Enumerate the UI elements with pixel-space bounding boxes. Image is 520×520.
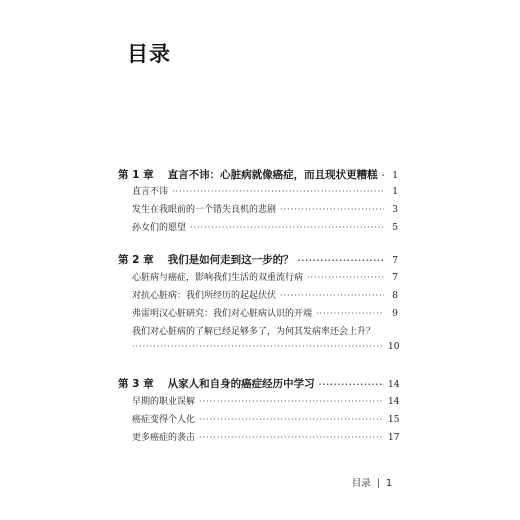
leader-dots: [199, 397, 384, 406]
toc-entry[interactable]: [132, 394, 398, 407]
leader-dots: [298, 255, 384, 265]
toc-entry[interactable]: [132, 306, 398, 319]
footer-divider: |: [376, 478, 380, 489]
entry-title: 直言不讳: [132, 187, 169, 197]
footer-label: 目录: [351, 478, 371, 489]
chapter-number: 第 3 章: [118, 378, 154, 390]
leader-dots: [319, 379, 384, 389]
entry-title: 对抗心脏病：我们所经历的起起伏伏: [132, 291, 277, 301]
entry-title: 更多癌症的袭击: [132, 433, 196, 443]
entry-title: 弗雷明汉心脏研究：我们对心脏病认识的开端: [132, 309, 313, 319]
page-footer: [352, 475, 392, 489]
toc-entry-continuation: [132, 342, 398, 352]
chapter-number: 第 1 章: [118, 169, 154, 181]
page-number: 7: [392, 256, 398, 266]
toc-entry[interactable]: [132, 270, 398, 283]
toc-entry[interactable]: [132, 412, 398, 425]
entry-title: 早期的职业误解: [132, 397, 196, 407]
entry-title: 心脏病与癌症，影响我们生活的双重流行病: [132, 273, 304, 283]
chapter-title: 直言不讳：心脏病就像癌症，而且现状更糟糕: [167, 169, 378, 181]
chapter-number: 第 2 章: [118, 254, 154, 266]
entry-title: 癌症变得个人化: [132, 415, 196, 425]
entry-title: 发生在我眼前的一个错失良机的悲剧: [132, 205, 277, 215]
footer-page-number: 1: [385, 478, 392, 489]
page-number: 10: [388, 342, 400, 352]
page-number: 17: [388, 433, 400, 443]
entry-title: 孙女们的愿望: [132, 223, 187, 233]
page-number: 1: [392, 171, 398, 181]
leader-dots: [132, 342, 384, 351]
toc-entry[interactable]: [132, 202, 398, 215]
page-title: 目录: [127, 42, 171, 66]
leader-dots: [316, 309, 384, 318]
toc-chapter-3[interactable]: [118, 376, 398, 391]
entry-title: 我们对心脏病的了解已经足够多了，为何其发病率还会上升？: [132, 327, 376, 337]
page-number: 9: [392, 309, 398, 319]
leader-dots: [382, 170, 384, 180]
toc-chapter-2[interactable]: [118, 252, 398, 267]
toc-entry-long[interactable]: [132, 324, 398, 337]
leader-dots: [190, 223, 384, 232]
toc-chapter-1[interactable]: [118, 167, 398, 182]
leader-dots: [199, 433, 384, 442]
leader-dots: [280, 205, 384, 214]
page-number: 14: [388, 380, 400, 390]
leader-dots: [307, 273, 384, 282]
page-number: 3: [392, 205, 398, 215]
toc-entry[interactable]: [132, 430, 398, 443]
page-number: 14: [388, 397, 400, 407]
page-number: 1: [392, 187, 398, 197]
toc-entry[interactable]: [132, 220, 398, 233]
leader-dots: [280, 291, 384, 300]
toc-entry[interactable]: [132, 184, 398, 197]
chapter-title: 我们是如何走到这一步的？: [167, 254, 294, 266]
page-number: 15: [388, 415, 400, 425]
page-number: 5: [392, 223, 398, 233]
page-number: 8: [392, 291, 398, 301]
leader-dots: [172, 187, 384, 196]
toc-entry[interactable]: [132, 288, 398, 301]
chapter-title: 从家人和自身的癌症经历中学习: [167, 378, 315, 390]
leader-dots: [199, 415, 384, 424]
page-number: 7: [392, 273, 398, 283]
